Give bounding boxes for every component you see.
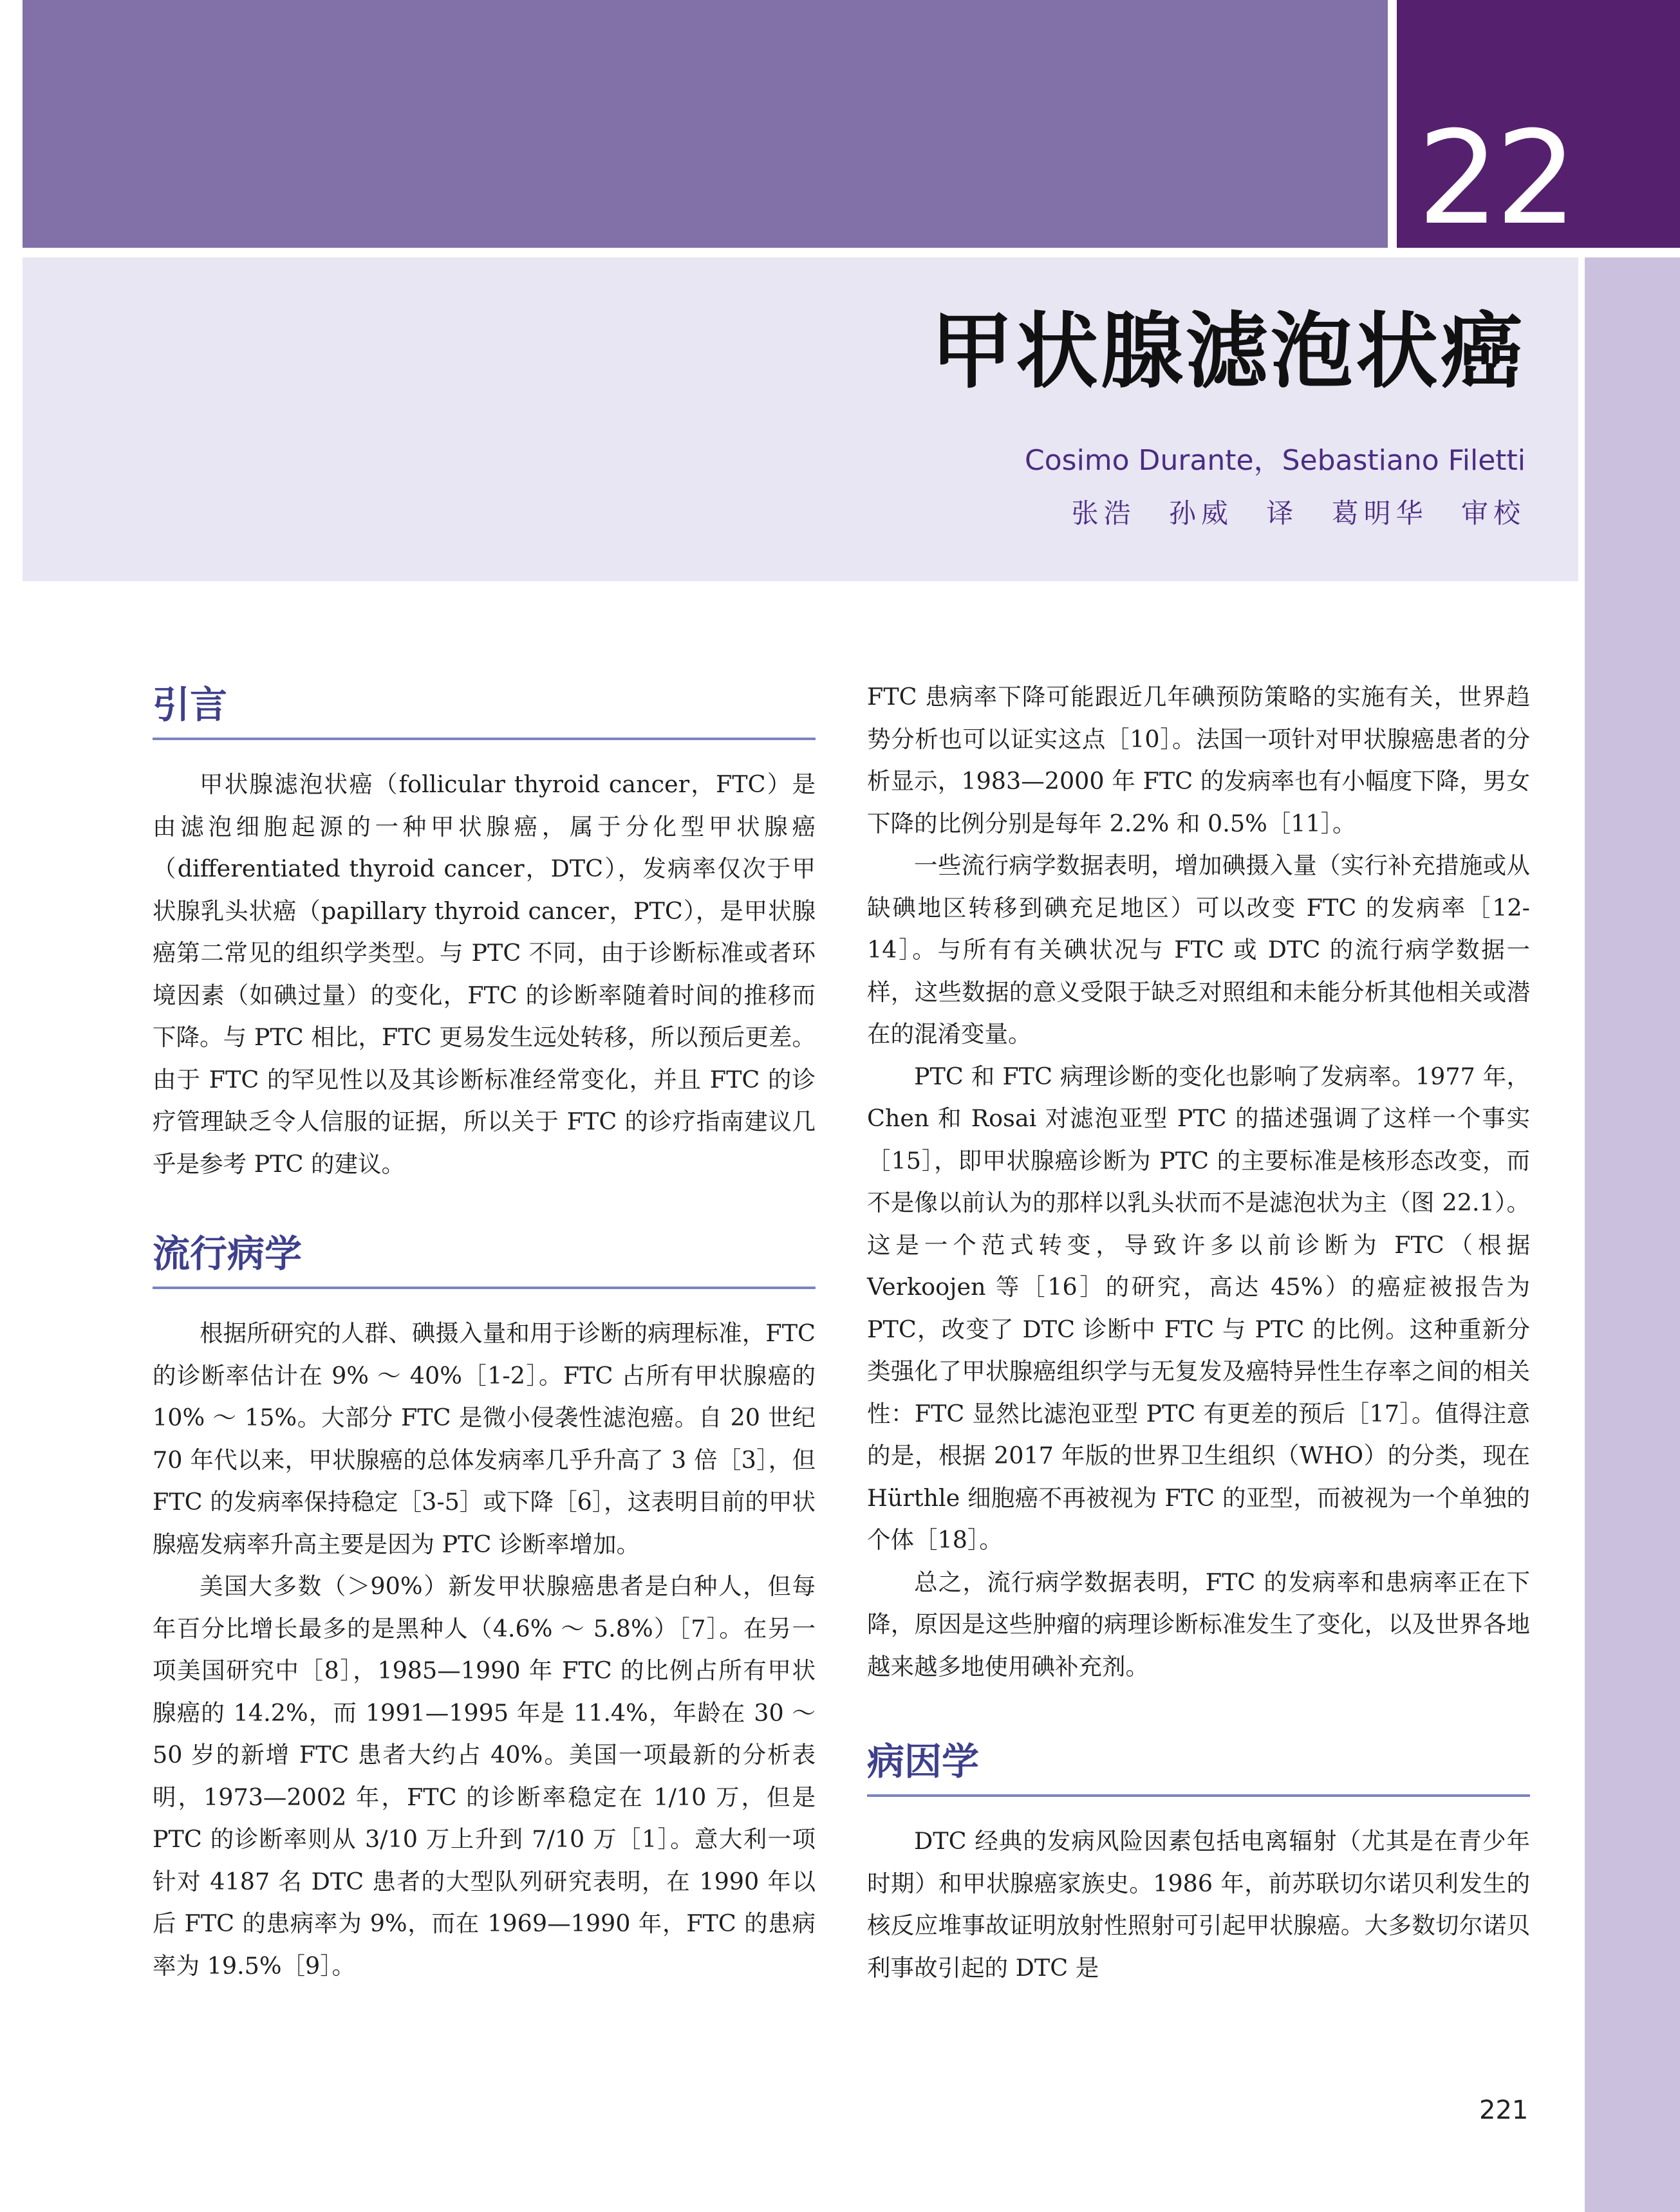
epidemiology-paragraph-4: 一些流行病学数据表明，增加碘摄入量（实行补充措施或从缺碘地区转移到碘充足地区）可以改变 FTC 的发病率［12-14］。与所有有关碘状况与 FTC 或 DTC 的流行病学数据一样，这些数据的意义受限于缺乏对照组和未能分析其他相关或潜在的混淆变量。 [867,851,1530,1048]
left-column [153,676,816,1987]
epidemiology-paragraph-5: PTC 和 FTC 病理诊断的变化也影响了发病率。1977 年，Chen 和 Rosai 对滤泡亚型 PTC 的描述强调了这样一个事实［15］，即甲状腺癌诊断为 PTC 的主要标准是核形态改变，而不是像以前认为的那样以乳头状而不是滤泡状为主（图 22.1）。这是一个范式转变，导致许多以前诊断为 FTC（根据 Verkoojen 等［16］的研究，高达 45%）的癌症被报告为 PTC，改变了 DTC 诊断中 FTC 与 PTC 的比例。这种重新分类强化了甲状腺癌组织学与无复发及癌特异性生存率之间的相关性：FTC 显然比滤泡亚型 PTC 有更差的预后［17］。值得注意的是，根据 2017 年版的世界卫生组织（WHO）的分类，现在 Hürthle 细胞癌不再被视为 FTC 的亚型，而被视为一个单独的个体［18］。 [867,1062,1530,1554]
chapter-number-box [1397,0,1680,254]
intro-paragraph: 甲状腺滤泡状癌（follicular thyroid cancer，FTC）是由滤泡细胞起源的一种甲状腺癌，属于分化型甲状腺癌（differentiated thyroid cancer，DTC），发病率仅次于甲状腺乳头状癌（papillary thyroid cancer，PTC），是甲状腺癌第二常见的组织学类型。与 PTC 不同，由于诊断标准或者环境因素（如碘过量）的变化，FTC 的诊断率随着时间的推移而下降。与 PTC 相比，FTC 更易发生远处转移，所以预后更差。由于 FTC 的罕见性以及其诊断标准经常变化，并且 FTC 的诊疗管理缺乏令人信服的证据，所以关于 FTC 的诊疗指南建议几乎是参考 PTC 的建议。 [153,770,816,1178]
side-strip [1585,257,1680,2212]
epidemiology-paragraph-6: 总之，流行病学数据表明，FTC 的发病率和患病率正在下降，原因是这些肿瘤的病理诊断标准发生了变化，以及世界各地越来越多地使用碘补充剂。 [867,1568,1530,1680]
epidemiology-paragraph-1: 根据所研究的人群、碘摄入量和用于诊断的病理标准，FTC 的诊断率估计在 9% ～ 40%［1-2］。FTC 占所有甲状腺癌的 10% ～ 15%。大部分 FTC 是微小侵袭性滤泡癌。自 20 世纪 70 年代以来，甲状腺癌的总体发病率几乎升高了 3 倍［3］，但 FTC 的发病率保持稳定［3-5］或下降［6］，这表明目前的甲状腺癌发病率升高主要是因为 PTC 诊断率增加。 [153,1319,816,1558]
epidemiology-paragraph-2: 美国大多数（＞90%）新发甲状腺癌患者是白种人，但每年百分比增长最多的是黑种人（4.6% ～ 5.8%）［7］。在另一项美国研究中［8］，1985—1990 年 FTC 的比例占所有甲状腺癌的 14.2%，而 1991—1995 年是 11.4%，年龄在 30 ～ 50 岁的新增 FTC 患者大约占 40%。美国一项最新的分析表明，1973—2002 年，FTC 的诊断率稳定在 1/10 万，但是 PTC 的诊断率则从 3/10 万上升到 7/10 万［1］。意大利一项针对 4187 名 DTC 患者的大型队列研究表明，在 1990 年以后 FTC 的患病率为 9%，而在 1969—1990 年，FTC 的患病率为 19.5%［9］。 [153,1572,816,1980]
chapter-translators: 张浩 孙威 译 葛明华 审校 [1071,497,1526,529]
header-band [23,0,1388,248]
section-heading-intro: 引言 [153,676,816,740]
etiology-paragraph-1: DTC 经典的发病风险因素包括电离辐射（尤其是在青少年时期）和甲状腺癌家族史。1986 年，前苏联切尔诺贝利发生的核反应堆事故证明放射性照射可引起甲状腺癌。大多数切尔诺贝利事故引起的 DTC 是 [867,1827,1530,1982]
right-column [867,676,1530,1989]
chapter-number: 22 [1417,104,1574,254]
page-number: 221 [1479,2096,1529,2125]
chapter-title: 甲状腺滤泡状癌 [930,303,1526,400]
section-heading-etiology: 病因学 [867,1733,1530,1797]
section-heading-epidemiology: 流行病学 [153,1225,816,1289]
chapter-authors: Cosimo Durante，Sebastiano Filetti [1025,444,1526,477]
epidemiology-paragraph-3: FTC 患病率下降可能跟近几年碘预防策略的实施有关，世界趋势分析也可以证实这点［10］。法国一项针对甲状腺癌患者的分析显示，1983—2000 年 FTC 的发病率也有小幅度下降，男女下降的比例分别是每年 2.2% 和 0.5%［11］。 [867,683,1530,837]
